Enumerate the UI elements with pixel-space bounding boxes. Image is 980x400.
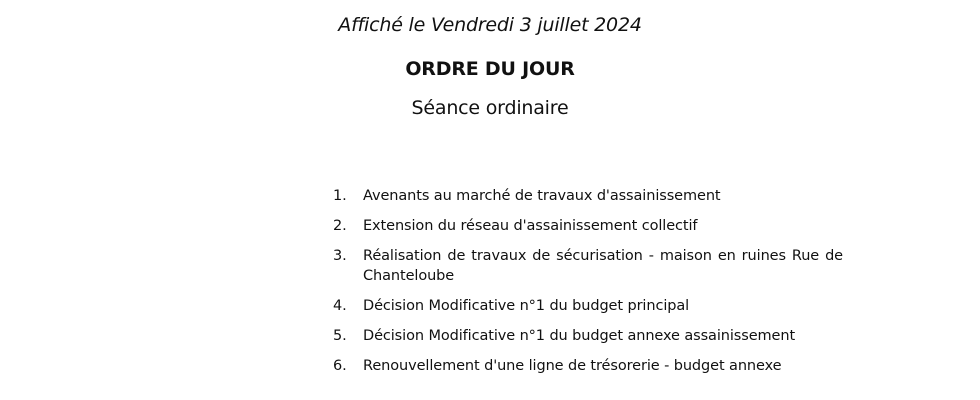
agenda-item	[333, 296, 843, 316]
agenda-item	[333, 326, 843, 346]
posted-date: Affiché le Vendredi 3 juillet 2024	[338, 14, 642, 36]
agenda-item	[333, 216, 843, 236]
agenda-item-number: 6.	[333, 358, 347, 374]
agenda-item-text: Extension du réseau d'assainissement collectif	[363, 218, 698, 234]
agenda-item-number: 3.	[333, 248, 347, 264]
agenda-item-text: Renouvellement d'une ligne de trésorerie - budget annexe	[363, 358, 782, 374]
agenda-item	[333, 246, 843, 286]
agenda-item	[333, 186, 843, 206]
agenda-item-text: Avenants au marché de travaux d'assainissement	[363, 188, 721, 204]
agenda-item-text: Décision Modificative n°1 du budget annexe assainissement	[363, 328, 796, 344]
agenda-item-text: Réalisation de travaux de sécurisation - maison en ruines Rue de Chanteloube	[363, 248, 843, 284]
agenda-item-text: Décision Modificative n°1 du budget principal	[363, 298, 690, 314]
agenda-item-number: 5.	[333, 328, 347, 344]
page-title: ORDRE DU JOUR	[405, 58, 575, 80]
agenda-item-number: 1.	[333, 188, 347, 204]
agenda-item-number: 4.	[333, 298, 347, 314]
agenda-list	[333, 186, 843, 386]
session-type: Séance ordinaire	[411, 97, 569, 119]
agenda-item	[333, 356, 843, 376]
agenda-item-number: 2.	[333, 218, 347, 234]
